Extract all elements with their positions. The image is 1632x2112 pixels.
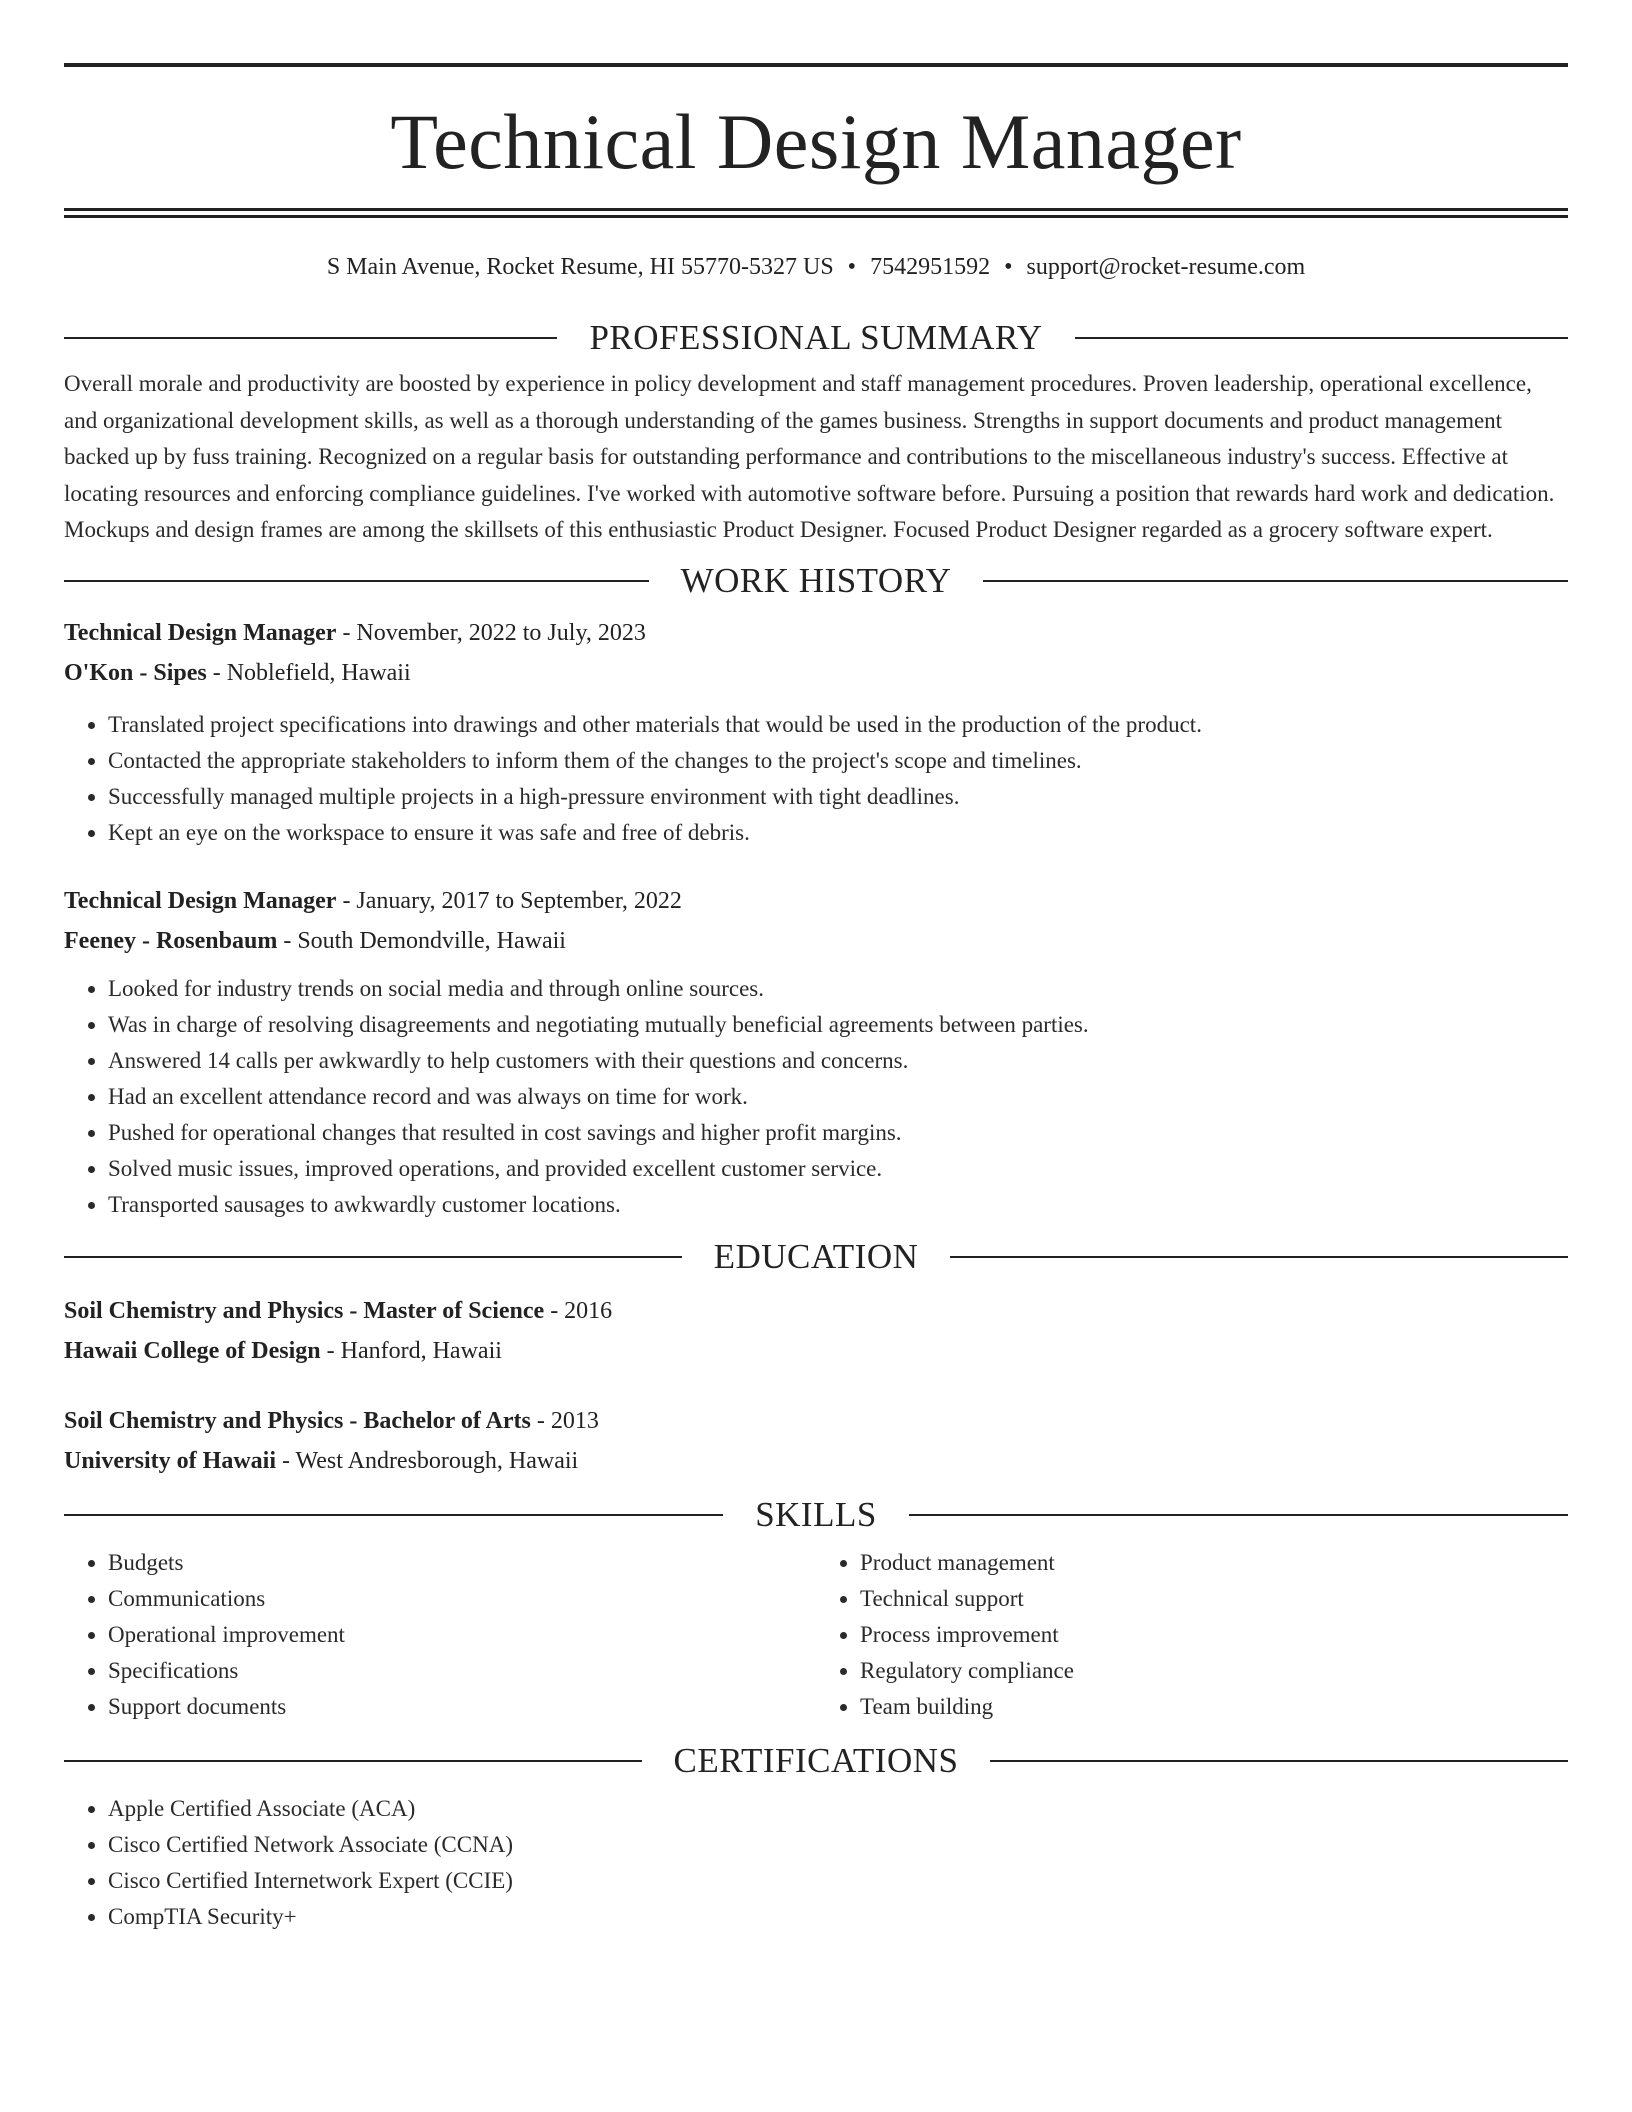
certification-item: • Cisco Certified Network Associate (CCNA)	[108, 1827, 1568, 1863]
job-location: - Noblefield, Hawaii	[212, 659, 411, 686]
job-company: O'Kon - Sipes	[64, 659, 207, 686]
section-rule	[64, 1760, 642, 1762]
certifications-list	[64, 1791, 1568, 1935]
education-degree-line	[64, 1401, 1568, 1441]
job-bullet: • Successfully managed multiple projects in a high-pressure environment with tight deadlines.	[108, 779, 1568, 815]
job-bullets	[64, 707, 1568, 851]
job-entry	[64, 613, 1568, 851]
education-year: - 2013	[536, 1407, 599, 1434]
job-company-line	[64, 653, 1568, 693]
job-bullet: • Looked for industry trends on social media and through online sources.	[108, 971, 1568, 1007]
certification-item: • Cisco Certified Internetwork Expert (CCIE)	[108, 1863, 1568, 1899]
job-entry	[64, 881, 1568, 1223]
education-school: Hawaii College of Design	[64, 1337, 321, 1364]
section-rule	[983, 580, 1568, 582]
education-school-line	[64, 1331, 1568, 1371]
job-location: - South Demondville, Hawaii	[283, 927, 566, 954]
section-title: WORK HISTORY	[680, 560, 952, 600]
skill-item: • Team building	[860, 1689, 1568, 1725]
job-role: Technical Design Manager	[64, 619, 337, 646]
skills-list-right	[816, 1545, 1568, 1725]
section-rule	[64, 1514, 723, 1516]
section-rule	[64, 337, 557, 339]
job-title-line	[64, 613, 1568, 653]
contact-phone: 7542951592	[870, 254, 991, 280]
section-title: EDUCATION	[713, 1236, 919, 1276]
section-rule	[64, 1256, 682, 1258]
education-degree-line	[64, 1291, 1568, 1331]
education-school-line	[64, 1441, 1568, 1481]
education-degree: Soil Chemistry and Physics - Bachelor of Arts	[64, 1407, 531, 1434]
skill-item: • Regulatory compliance	[860, 1653, 1568, 1689]
job-bullet: • Contacted the appropriate stakeholders to inform them of the changes to the project's scope and timelines.	[108, 743, 1568, 779]
skill-item: • Technical support	[860, 1581, 1568, 1617]
job-bullet: • Was in charge of resolving disagreements and negotiating mutually beneficial agreements between parties.	[108, 1007, 1568, 1043]
section-rule	[950, 1256, 1568, 1258]
contact-separator: •	[1004, 254, 1013, 280]
summary-text: Overall morale and productivity are boosted by experience in policy development and staff management procedures. Proven leadership, operational excellence, and organizational development skills, as well as a thorough understanding of the games business. Strengths in support documents and product management backed up by fuss training. Recognized on a regular basis for outstanding performance and contributions to the miscellaneous industry's success. Effective at locating resources and enforcing compliance guidelines. I've worked with automotive software before. Pursuing a position that rewards hard work and dedication. Mockups and design frames are among the skillsets of this enthusiastic Product Designer. Focused Product Designer regarded as a grocery software expert.	[64, 371, 1555, 543]
section-rule	[990, 1760, 1568, 1762]
skill-item: • Specifications	[108, 1653, 816, 1689]
job-title-line	[64, 881, 1568, 921]
header-top-rule	[64, 63, 1568, 67]
resume-name: Technical Design Manager	[390, 98, 1242, 185]
job-role: Technical Design Manager	[64, 887, 337, 914]
contact-email: support@rocket-resume.com	[1026, 254, 1306, 280]
job-company: Feeney - Rosenbaum	[64, 927, 278, 954]
contact-separator: •	[847, 254, 857, 280]
header-double-rule	[64, 208, 1568, 218]
certification-item: • Apple Certified Associate (ACA)	[108, 1791, 1568, 1827]
education-location: - Hanford, Hawaii	[326, 1337, 502, 1364]
section-header-work	[64, 561, 1568, 601]
education-entry	[64, 1291, 1568, 1371]
job-bullet: • Had an excellent attendance record and was always on time for work.	[108, 1079, 1568, 1115]
skill-item: • Support documents	[108, 1689, 816, 1725]
job-bullet: • Answered 14 calls per awkwardly to help customers with their questions and concerns.	[108, 1043, 1568, 1079]
job-bullets	[64, 971, 1568, 1223]
job-bullet: • Kept an eye on the workspace to ensure it was safe and free of debris.	[108, 815, 1568, 851]
skill-item: • Communications	[108, 1581, 816, 1617]
job-bullet: • Pushed for operational changes that resulted in cost savings and higher profit margins.	[108, 1115, 1568, 1151]
section-rule	[1075, 337, 1568, 339]
certification-item: • CompTIA Security+	[108, 1899, 1568, 1935]
job-company-line	[64, 921, 1568, 961]
section-header-skills	[64, 1495, 1568, 1535]
skills-list-left	[64, 1545, 816, 1725]
section-header-summary	[64, 318, 1568, 358]
section-title: SKILLS	[755, 1494, 877, 1534]
section-header-education	[64, 1237, 1568, 1277]
job-dates: - January, 2017 to September, 2022	[342, 887, 682, 914]
education-year: - 2016	[550, 1297, 613, 1324]
education-school: University of Hawaii	[64, 1447, 276, 1474]
education-entry	[64, 1401, 1568, 1481]
job-bullet: • Translated project specifications into drawings and other materials that would be used in the production of the product.	[108, 707, 1568, 743]
education-degree: Soil Chemistry and Physics - Master of Science	[64, 1297, 545, 1324]
section-rule	[64, 580, 649, 582]
skill-item: • Process improvement	[860, 1617, 1568, 1653]
section-header-certifications	[64, 1741, 1568, 1781]
resume-page	[64, 0, 1568, 1935]
contact-line	[64, 252, 1568, 282]
education-location: - West Andresborough, Hawaii	[281, 1447, 579, 1474]
skill-item: • Operational improvement	[108, 1617, 816, 1653]
job-bullet: • Transported sausages to awkwardly customer locations.	[108, 1187, 1568, 1223]
skills-grid	[64, 1545, 1568, 1725]
job-dates: - November, 2022 to July, 2023	[342, 619, 646, 646]
section-rule	[909, 1514, 1568, 1516]
contact-address: S Main Avenue, Rocket Resume, HI 55770-5327 US	[326, 254, 834, 280]
job-bullet: • Solved music issues, improved operations, and provided excellent customer service.	[108, 1151, 1568, 1187]
section-title: CERTIFICATIONS	[673, 1740, 959, 1780]
skill-item: • Budgets	[108, 1545, 816, 1581]
skill-item: • Product management	[860, 1545, 1568, 1581]
section-title: PROFESSIONAL SUMMARY	[589, 318, 1043, 357]
